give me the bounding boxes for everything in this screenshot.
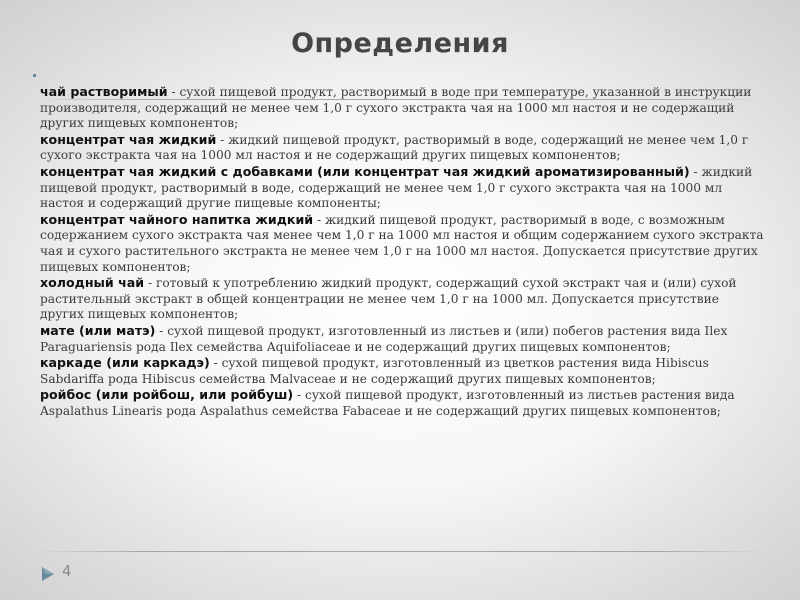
slide-title: Определения (291, 28, 509, 59)
bullet-dot-icon (33, 74, 36, 77)
triangle-arrow-icon (40, 566, 56, 582)
definition-text: - готовый к употреблению жидкий продукт, содержащий сухой экстракт чая и (или) сухой растительный экстракт в общей концентрации не менее чем 1,0 г на 1000 мл. Допускается присутствие других пищевых компонентов; (40, 276, 737, 322)
definition-text: - сухой пищевой продукт, растворимый в воде при температуре, указанной в инструкции производителя, содержащий не менее чем 1,0 г сухого экстракта чая на 1000 мл настоя и не содержащий других пищевых компонентов; (40, 85, 752, 131)
definition-item (40, 212, 766, 275)
definition-text: - сухой пищевой продукт, изготовленный из листьев растения вида Aspalathus Linearis рода Aspalathus семейства Fabaceae и не содержащий других пищевых компонентов; (40, 388, 735, 418)
definition-term: ройбос (или ройбош, или ройбуш) (40, 387, 294, 403)
definition-item (40, 164, 766, 212)
page-number: 4 (62, 562, 72, 580)
definition-text: - сухой пищевой продукт, изготовленный из цветков растения вида Hibiscus Sabdariffa рода Hibiscus семейства Malvaceae и не содержащий других пищевых компонентов; (40, 356, 709, 386)
definition-item (40, 355, 766, 387)
definition-term: чай растворимый (40, 84, 168, 99)
definition-item (40, 323, 766, 355)
definition-text: - сухой пищевой продукт, изготовленный из листьев и (или) побегов растения вида Ilex Paraguariensis рода Ilex семейства Aquifoliaceae и не содержащий других пищевых компонентов; (40, 323, 728, 354)
definition-text: - жидкий пищевой продукт, растворимый в воде, содержащий не менее чем 1,0 г сухого экстракта чая на 1000 мл настоя и не содержащий других пищевых компонентов; (40, 132, 749, 163)
definition-term: концентрат чая жидкий (40, 131, 217, 147)
definition-term: концентрат чайного напитка жидкий (40, 211, 314, 227)
definitions-list (40, 84, 766, 419)
definition-text: - жидкий пищевой продукт, растворимый в воде, с возможным содержанием сухого экстракта чая менее чем 1,0 г на 1000 мл настоя и общим содержанием сухого экстракта чая и сухого растительного экстракта не менее чем 1,0 г на 1000 мл настоя. Допускается присутствие других пищевых компонентов; (40, 212, 764, 274)
definition-term: концентрат чая жидкий с добавками (или концентрат чая жидкий ароматизированный) (40, 163, 690, 179)
definition-item (40, 132, 766, 164)
bottom-divider (36, 551, 764, 552)
definition-term: холодный чай (40, 275, 145, 291)
definition-item (40, 275, 766, 323)
definition-item (40, 84, 766, 132)
definition-text: - жидкий пищевой продукт, растворимый в воде, содержащий не менее чем 1,0 г сухого экстракта чая на 1000 мл настоя и содержащий другие пищевые компоненты; (40, 164, 753, 211)
definition-term: мате (или матэ) (40, 322, 156, 338)
definition-item (40, 387, 766, 419)
definition-term: каркаде (или каркадэ) (40, 355, 210, 371)
